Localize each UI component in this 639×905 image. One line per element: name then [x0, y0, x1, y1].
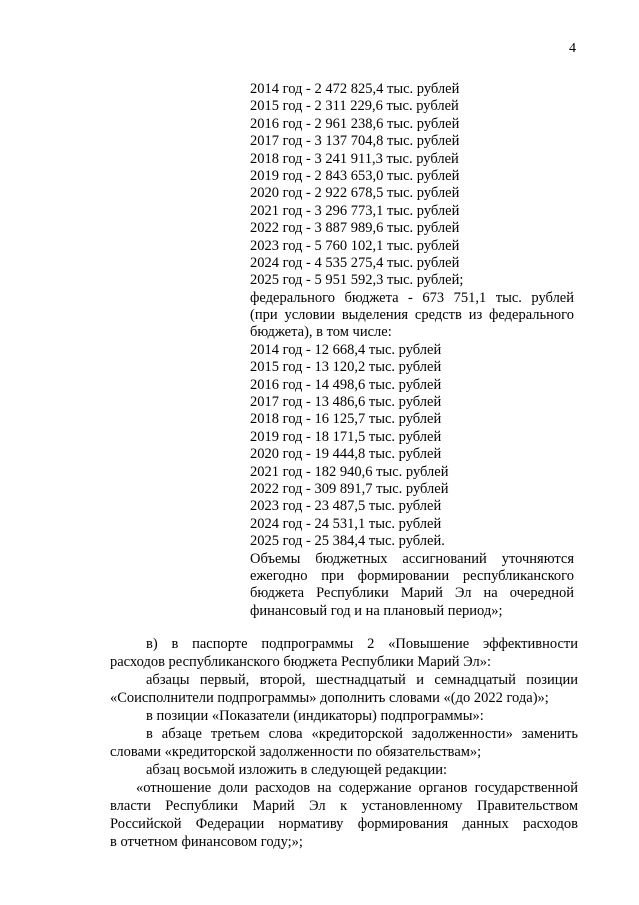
page-number: 4: [569, 41, 576, 56]
federal-budget-total: федерального бюджета - 673 751,1 тыс. рублей: [250, 289, 574, 306]
regional-budget-2017: 2017 год - 3 137 704,8 тыс. рублей: [250, 133, 460, 150]
regional-budget-2024: 2024 год - 4 535 275,4 тыс. рублей: [250, 254, 460, 271]
paragraph-indicators: в позиции «Показатели (индикаторы) подпрограммы»:: [146, 708, 484, 724]
paragraph-quote-line-2: власти Республики Марий Эл к установленному Правительством: [110, 798, 578, 814]
federal-budget-2019: 2019 год - 18 171,5 тыс. рублей: [250, 428, 442, 445]
federal-budget-2024: 2024 год - 24 531,1 тыс. рублей: [250, 515, 442, 532]
regional-budget-2014: 2014 год - 2 472 825,4 тыс. рублей: [250, 81, 460, 97]
federal-budget-2017: 2017 год - 13 486,6 тыс. рублей: [250, 394, 442, 411]
paragraph-eighth-abzac: абзац восьмой изложить в следующей редакции:: [146, 762, 448, 778]
note-line-4: финансовый год и на плановый период»;: [250, 602, 503, 619]
regional-budget-2018: 2018 год - 3 241 911,3 тыс. рублей: [250, 150, 459, 167]
federal-budget-2023: 2023 год - 23 487,5 тыс. рублей: [250, 498, 442, 515]
paragraph-co-executors-line-2: «Соисполнители подпрограммы» дополнить словами «(до 2022 года)»;: [110, 690, 549, 706]
paragraph-quote-line-3: Российской Федерации нормативу формирования данных расходов: [110, 816, 578, 832]
paragraph-v-line-2: расходов республиканского бюджета Республики Марий Эл»:: [110, 654, 492, 670]
paragraph-third-abzac-line-1: в абзаце третьем слова «кредиторской задолженности» заменить: [146, 726, 578, 742]
regional-budget-2019: 2019 год - 2 843 653,0 тыс. рублей: [250, 167, 460, 184]
paragraph-quote-line-1: «отношение доли расходов на содержание органов государственной: [136, 780, 578, 796]
federal-budget-condition: (при условии выделения средств из федерального: [250, 307, 574, 324]
regional-budget-2022: 2022 год - 3 887 989,6 тыс. рублей: [250, 220, 460, 237]
regional-budget-2021: 2021 год - 3 296 773,1 тыс. рублей: [250, 202, 460, 219]
federal-budget-2021: 2021 год - 182 940,6 тыс. рублей: [250, 463, 449, 480]
regional-budget-2025: 2025 год - 5 951 592,3 тыс. рублей;: [250, 272, 464, 289]
federal-budget-including: бюджета), в том числе:: [250, 324, 392, 341]
paragraph-co-executors-line-1: абзацы первый, второй, шестнадцатый и семнадцатый позиции: [146, 672, 578, 688]
note-line-1: Объемы бюджетных ассигнований уточняются: [250, 550, 574, 567]
paragraph-v-line-1: в) в паспорте подпрограммы 2 «Повышение эффективности: [146, 636, 578, 652]
note-line-3: бюджета Республики Марий Эл на очередной: [250, 585, 574, 602]
regional-budget-2020: 2020 год - 2 922 678,5 тыс. рублей: [250, 185, 460, 202]
federal-budget-2015: 2015 год - 13 120,2 тыс. рублей: [250, 359, 442, 376]
regional-budget-2015: 2015 год - 2 311 229,6 тыс. рублей: [250, 98, 459, 115]
federal-budget-2022: 2022 год - 309 891,7 тыс. рублей: [250, 480, 449, 497]
paragraph-quote-line-4: в отчетном финансовом году;»;: [110, 834, 303, 850]
note-line-2: ежегодно при формировании республиканского: [250, 567, 574, 584]
federal-budget-2014: 2014 год - 12 668,4 тыс. рублей: [250, 341, 442, 358]
federal-budget-2025: 2025 год - 25 384,4 тыс. рублей.: [250, 533, 445, 550]
federal-budget-2020: 2020 год - 19 444,8 тыс. рублей: [250, 446, 442, 463]
regional-budget-list: [250, 81, 574, 620]
regional-budget-2023: 2023 год - 5 760 102,1 тыс. рублей: [250, 237, 460, 254]
amendment-text: [110, 635, 578, 851]
federal-budget-2018: 2018 год - 16 125,7 тыс. рублей: [250, 411, 442, 428]
paragraph-third-abzac-line-2: словами «кредиторской задолженности по обязательствам»;: [110, 744, 482, 760]
regional-budget-2016: 2016 год - 2 961 238,6 тыс. рублей: [250, 115, 460, 132]
federal-budget-2016: 2016 год - 14 498,6 тыс. рублей: [250, 376, 442, 393]
